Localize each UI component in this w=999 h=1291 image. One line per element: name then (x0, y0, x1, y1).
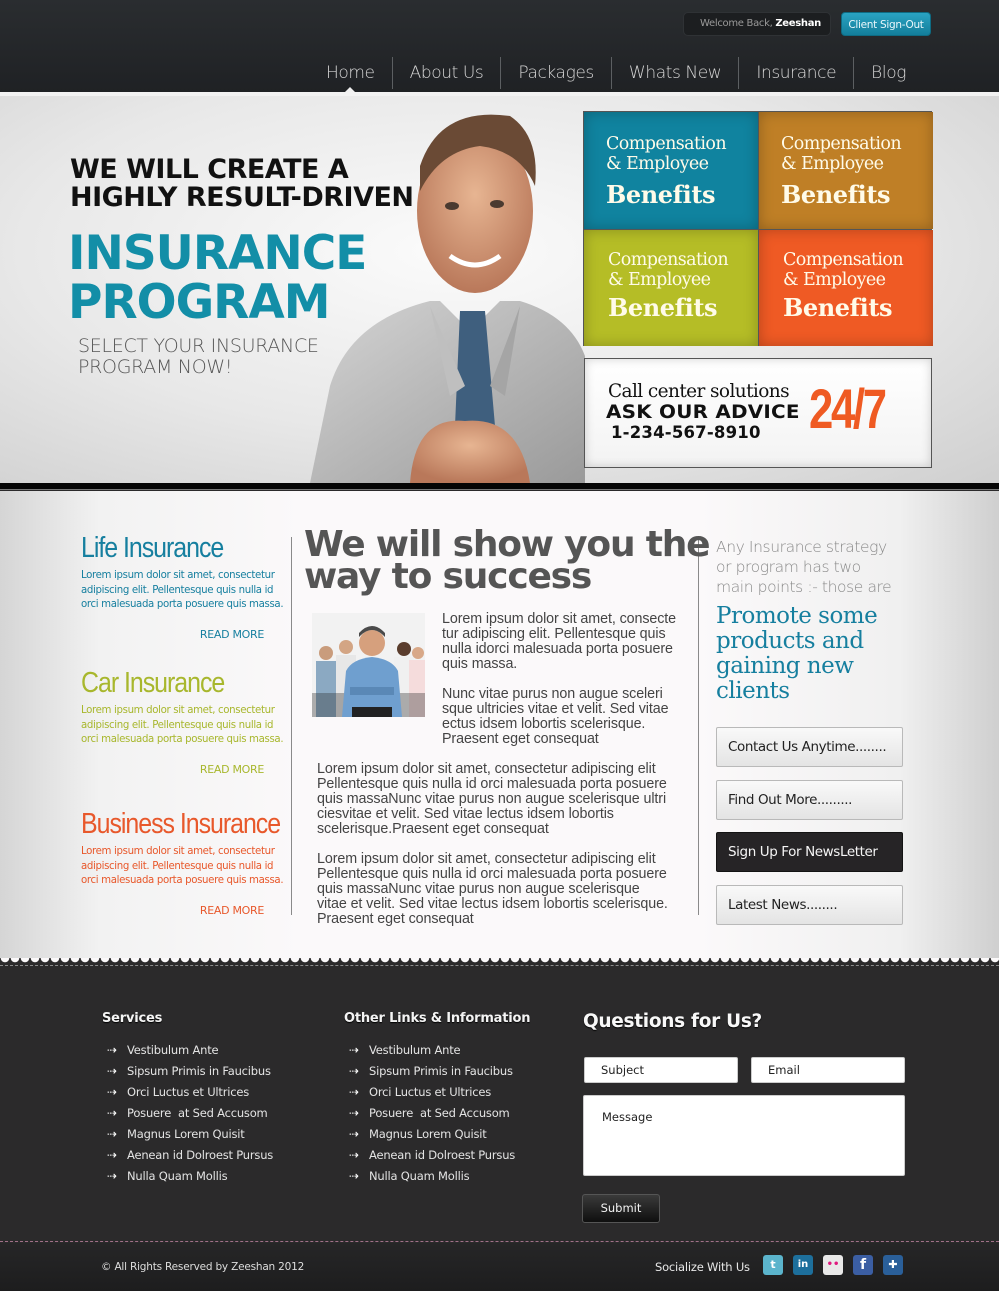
tile-line2: & Employee (606, 154, 709, 174)
success-heading-line2: way to success (304, 556, 592, 597)
contact-us-button[interactable]: Contact Us Anytime........ (716, 727, 903, 767)
link-label: Magnus Lorem Quisit (127, 1126, 245, 1141)
other-link[interactable] (349, 1102, 515, 1123)
hero-headline-line1: WE WILL CREATE A (70, 154, 349, 185)
link-label: Aenean id Dolroest Pursus (127, 1147, 274, 1162)
text-line: ectus idsem lobortis scelerisque. (442, 716, 646, 732)
car-insurance-text: Lorem ipsum dolor sit amet, consectetur adipiscing elit. Pellentesque quis nulla id orci malesuada porta posuere quis massa. (81, 705, 284, 745)
column-divider-left (291, 537, 292, 915)
link-label: Posuere at Sed Accusom (127, 1105, 268, 1120)
car-insurance-block (81, 666, 291, 776)
hero-subtitle-line2: PROGRAM NOW! (78, 356, 233, 378)
text-line: ciesvitae et velit. Sed vitae lectus idsem lobortis (317, 806, 614, 822)
success-heading-line1: We will show you the (304, 524, 710, 565)
tile-title: Benefits (606, 180, 716, 209)
services-list (107, 1039, 273, 1186)
business-insurance-title: Business Insurance (81, 808, 281, 840)
find-out-more-button[interactable]: Find Out More......... (716, 780, 903, 820)
arrow-right-icon: ⇢ (349, 1042, 359, 1057)
arrow-right-icon: ⇢ (349, 1084, 359, 1099)
arrow-right-icon: ⇢ (349, 1147, 359, 1162)
services-link[interactable] (107, 1165, 273, 1186)
main-nav (309, 57, 923, 89)
text-line: Lorem ipsum dolor sit amet, consecte (442, 611, 676, 627)
availability-hours: 24/7 (809, 377, 885, 440)
success-heading (304, 524, 710, 597)
stitch-line-top (0, 965, 999, 966)
text-line: Promote some (716, 603, 878, 629)
footer-bottom-bar (0, 1243, 999, 1291)
nav-home[interactable]: Home (309, 57, 392, 89)
arrow-right-icon: ⇢ (107, 1147, 117, 1162)
column-divider-right (698, 537, 699, 915)
arrow-right-icon: ⇢ (107, 1168, 117, 1183)
tile-line1: Compensation (781, 134, 901, 154)
nav-about-us[interactable]: About Us (392, 57, 501, 89)
benefit-tile[interactable] (759, 230, 933, 346)
link-label: Orci Luctus et Ultrices (369, 1084, 492, 1099)
link-label: Vestibulum Ante (369, 1042, 461, 1057)
text-line: vitae et velit. Sed vitae lectus idsem lobortis scelerisque. (317, 896, 668, 912)
text-line: Pellentesque quis nulla id orci malesuada porta posuere (317, 776, 667, 792)
services-link[interactable] (107, 1060, 273, 1081)
arrow-right-icon: ⇢ (107, 1126, 117, 1141)
car-read-more-link[interactable]: READ MORE (199, 762, 264, 776)
newsletter-signup-button[interactable]: Sign Up For NewsLetter (716, 832, 903, 872)
arrow-right-icon: ⇢ (349, 1063, 359, 1078)
text-line: quis massaNunc vitae purus non augue scelerisque ultri (317, 791, 667, 807)
other-links-heading: Other Links & Information (344, 1011, 531, 1026)
text-line: Lorem ipsum dolor sit amet, consectetur adipiscing elit (317, 851, 656, 867)
strategy-intro (716, 537, 906, 597)
link-label: Sipsum Primis in Faucibus (127, 1063, 271, 1078)
arrow-right-icon: ⇢ (107, 1042, 117, 1057)
other-link[interactable] (349, 1060, 515, 1081)
hero-subtitle (78, 336, 319, 378)
tile-line1: Compensation (606, 134, 726, 154)
intro-paragraph-1 (442, 612, 676, 672)
text-line: main points :- those are (716, 578, 892, 596)
tile-line1: Compensation (783, 250, 903, 270)
call-center-label: Call center solutions (608, 381, 789, 402)
services-link[interactable] (107, 1081, 273, 1102)
businessman-photo (290, 96, 585, 483)
call-center-box (584, 358, 932, 468)
link-label: Aenean id Dolroest Pursus (369, 1147, 516, 1162)
other-links-list (349, 1039, 515, 1186)
services-link[interactable] (107, 1102, 273, 1123)
text-line: Praesent eget consequat (442, 731, 599, 747)
text-line: scelerisque.Praesent eget consequat (317, 821, 549, 837)
email-input[interactable]: Email (751, 1057, 905, 1083)
text-line: nulla idorci malesuada porta posuere (442, 641, 673, 657)
subject-input[interactable]: Subject (584, 1057, 738, 1083)
socialize-label: Socialize With Us (655, 1260, 750, 1274)
text-line: Pellentesque quis nulla id orci malesuada porta posuere (317, 866, 667, 882)
services-heading: Services (102, 1011, 163, 1026)
twitter-icon[interactable]: t (763, 1255, 783, 1275)
hero-divider (0, 483, 999, 490)
main-content (0, 491, 999, 958)
text-line: sque ultricies vitae et velit. Sed vitae (442, 701, 669, 717)
link-label: Nulla Quam Mollis (127, 1168, 228, 1183)
latest-news-button[interactable]: Latest News........ (716, 885, 903, 925)
link-label: Orci Luctus et Ultrices (127, 1084, 250, 1099)
facebook-icon[interactable]: f (853, 1255, 873, 1275)
arrow-right-icon: ⇢ (349, 1168, 359, 1183)
tile-title: Benefits (608, 293, 718, 322)
hero-title-line2: PROGRAM (68, 275, 330, 330)
arrow-right-icon: ⇢ (349, 1105, 359, 1120)
message-textarea[interactable]: Message (583, 1095, 905, 1176)
business-insurance-block (81, 807, 291, 917)
nav-insurance[interactable]: Insurance (738, 57, 853, 89)
tile-title: Benefits (783, 293, 893, 322)
text-line: Lorem ipsum dolor sit amet, consectetur adipiscing elit (317, 761, 656, 777)
benefit-tile[interactable] (584, 230, 758, 346)
link-label: Magnus Lorem Quisit (369, 1126, 487, 1141)
life-insurance-block (81, 531, 291, 641)
hero-headline-line2: HIGHLY RESULT-DRIVEN (70, 182, 414, 213)
hero-title-line1: INSURANCE (68, 226, 367, 281)
strategy-title (716, 604, 911, 704)
welcome-username: Zeeshan (775, 18, 821, 29)
link-label: Sipsum Primis in Faucibus (369, 1063, 513, 1078)
scalloped-edge (0, 958, 999, 970)
ask-advice-label: ASK OUR ADVICE (606, 401, 800, 423)
text-line: or program has two (716, 558, 861, 576)
hero-banner (0, 96, 999, 483)
other-link[interactable] (349, 1123, 515, 1144)
submit-button[interactable]: Submit (582, 1194, 660, 1223)
text-line: quis massaNunc vitae purus non augue scelerisque (317, 881, 640, 897)
tile-line1: Compensation (608, 250, 728, 270)
arrow-right-icon: ⇢ (107, 1084, 117, 1099)
welcome-prefix: Welcome Back, (699, 18, 776, 29)
nav-whats-new[interactable]: Whats New (611, 57, 738, 89)
site-header (0, 0, 999, 93)
arrow-right-icon: ⇢ (107, 1063, 117, 1078)
arrow-right-icon: ⇢ (349, 1126, 359, 1141)
benefit-tile[interactable] (584, 112, 758, 229)
tile-line2: & Employee (783, 270, 886, 290)
welcome-message (683, 12, 831, 36)
stitch-line-bottom (0, 1241, 999, 1242)
intro-paragraph-2 (442, 687, 668, 747)
text-line: quis massa. (442, 656, 518, 672)
services-link[interactable] (107, 1123, 273, 1144)
other-link[interactable] (349, 1144, 515, 1165)
other-link[interactable] (349, 1165, 515, 1186)
body-paragraph-2 (317, 852, 668, 927)
link-label: Posuere at Sed Accusom (369, 1105, 510, 1120)
body-paragraph-1 (317, 762, 667, 837)
tile-line2: & Employee (608, 270, 711, 290)
copyright-text: © All Rights Reserved by Zeeshan 2012 (101, 1261, 305, 1273)
tile-line2: & Employee (781, 154, 884, 174)
business-insurance-text: Lorem ipsum dolor sit amet, consectetur adipiscing elit. Pellentesque quis nulla id orci malesuada porta posuere quis massa. (81, 846, 284, 886)
phone-number[interactable]: 1-234-567-8910 (611, 423, 761, 442)
contact-form-title: Questions for Us? (583, 1011, 762, 1032)
car-insurance-title: Car Insurance (81, 667, 225, 699)
text-line: clients (716, 678, 790, 704)
text-line: Nunc vitae purus non augue sceleri (442, 686, 663, 702)
life-insurance-text: Lorem ipsum dolor sit amet, consectetur adipiscing elit. Pellentesque quis nulla id orci malesuada porta posuere quis massa. (81, 570, 284, 610)
text-line: Any Insurance strategy (716, 538, 887, 556)
tile-title: Benefits (781, 180, 891, 209)
link-label: Nulla Quam Mollis (369, 1168, 470, 1183)
text-line: tur adipiscing elit. Pellentesque quis (442, 626, 666, 642)
text-line: products and (716, 628, 864, 654)
link-label: Vestibulum Ante (127, 1042, 219, 1057)
arrow-right-icon: ⇢ (107, 1105, 117, 1120)
linkedin-icon[interactable]: in (793, 1255, 813, 1275)
business-read-more-link[interactable]: READ MORE (199, 903, 264, 917)
site-footer (0, 958, 999, 1291)
hero-subtitle-line1: SELECT YOUR INSURANCE (78, 335, 319, 357)
benefits-tiles (583, 111, 932, 346)
other-link[interactable] (349, 1039, 515, 1060)
text-line: gaining new (716, 653, 854, 679)
life-read-more-link[interactable]: READ MORE (199, 627, 264, 641)
services-link[interactable] (107, 1144, 273, 1165)
text-line: Praesent eget consequat (317, 911, 474, 927)
nav-packages[interactable]: Packages (500, 57, 611, 89)
delicious-icon[interactable]: ✚ (883, 1255, 903, 1275)
client-signout-button[interactable]: Client Sign-Out (841, 12, 931, 36)
nav-blog[interactable]: Blog (853, 57, 923, 89)
benefit-tile[interactable] (759, 112, 933, 229)
team-photo (312, 613, 425, 717)
life-insurance-title: Life Insurance (81, 532, 224, 564)
services-link[interactable] (107, 1039, 273, 1060)
other-link[interactable] (349, 1081, 515, 1102)
flickr-icon[interactable]: •• (823, 1255, 843, 1275)
